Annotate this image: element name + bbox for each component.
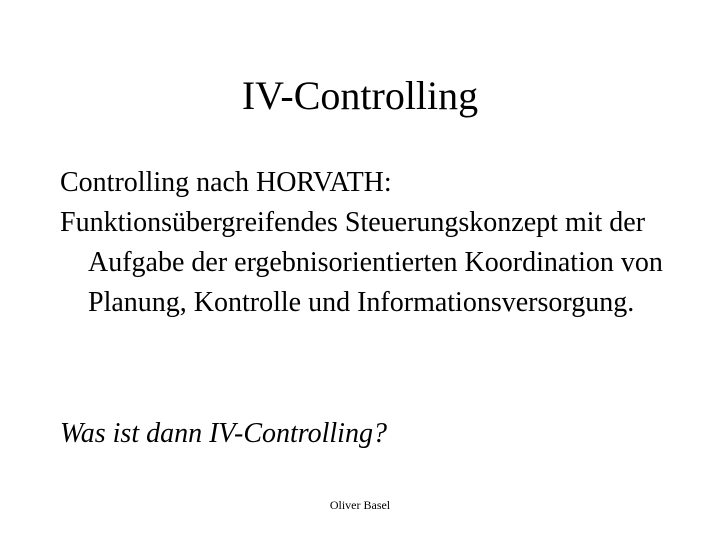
slide-body — [60, 163, 680, 323]
question-text: Was ist dann IV-Controlling? — [60, 418, 387, 449]
slide-title: IV-Controlling — [241, 73, 479, 118]
definition-heading: Controlling nach HORVATH: — [60, 167, 392, 198]
footer-author: Oliver Basel — [329, 498, 391, 512]
definition-text: Funktionsübergreifendes Steuerungskonzept mit der Aufgabe der ergebnisorientierten Koordination von Planung, Kontrolle und Informationsversorgung. — [60, 207, 663, 318]
